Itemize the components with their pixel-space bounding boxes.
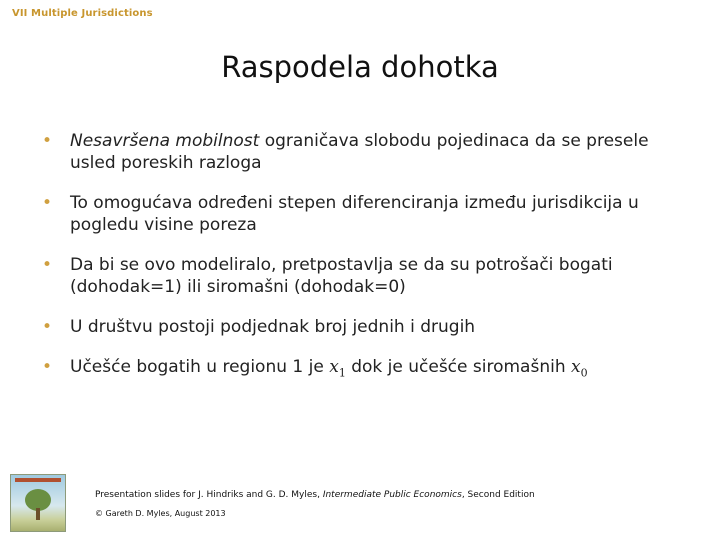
math-variable: $x_1$ (329, 357, 346, 380)
footer-copyright: © Gareth D. Myles, August 2013 (95, 509, 226, 518)
footer-credit: Presentation slides for J. Hindriks and G. D. Myles, Intermediate Public Economics, Second Edition (95, 490, 535, 500)
tree-trunk (36, 508, 40, 520)
bullet-dot-icon: • (42, 193, 53, 213)
bullet-dot-icon: • (42, 255, 53, 275)
bullet-item (42, 192, 692, 236)
bullet-dot-icon: • (42, 357, 53, 377)
section-label: VII Multiple Jurisdictions (12, 8, 153, 19)
bullet-item (42, 254, 692, 298)
bullet-text: Da bi se ovo modeliralo, pretpostavlja se da su potrošači bogati (dohodak=1) ili siromašni (dohodak=0) (70, 255, 613, 297)
footer (95, 490, 535, 518)
math-variable: $x_0$ (571, 357, 588, 380)
bullet-text: ograničava slobodu pojedinaca da se presele usled poreskih razloga (70, 131, 649, 173)
bullet-dot-icon: • (42, 317, 53, 337)
cover-band (15, 478, 61, 482)
bullet-emphasis: Nesavršena mobilnost (70, 131, 260, 151)
slide-title: Raspodela dohotka (221, 50, 499, 84)
bullet-text: Učešće bogatih u regionu 1 je (70, 357, 330, 377)
bullet-item (42, 130, 692, 174)
book-cover-image (10, 474, 66, 532)
bullet-text: U društvu postoji podjednak broj jednih i drugih (70, 317, 476, 337)
bullet-item (42, 356, 692, 384)
bullet-text: To omogućava određeni stepen diferenciranja između jurisdikcija u pogledu visine poreza (70, 193, 639, 235)
bullet-text: dok je učešće siromašnih (345, 357, 571, 377)
bullet-item (42, 316, 692, 338)
bullet-dot-icon: • (42, 131, 53, 151)
bullet-list (42, 130, 692, 402)
